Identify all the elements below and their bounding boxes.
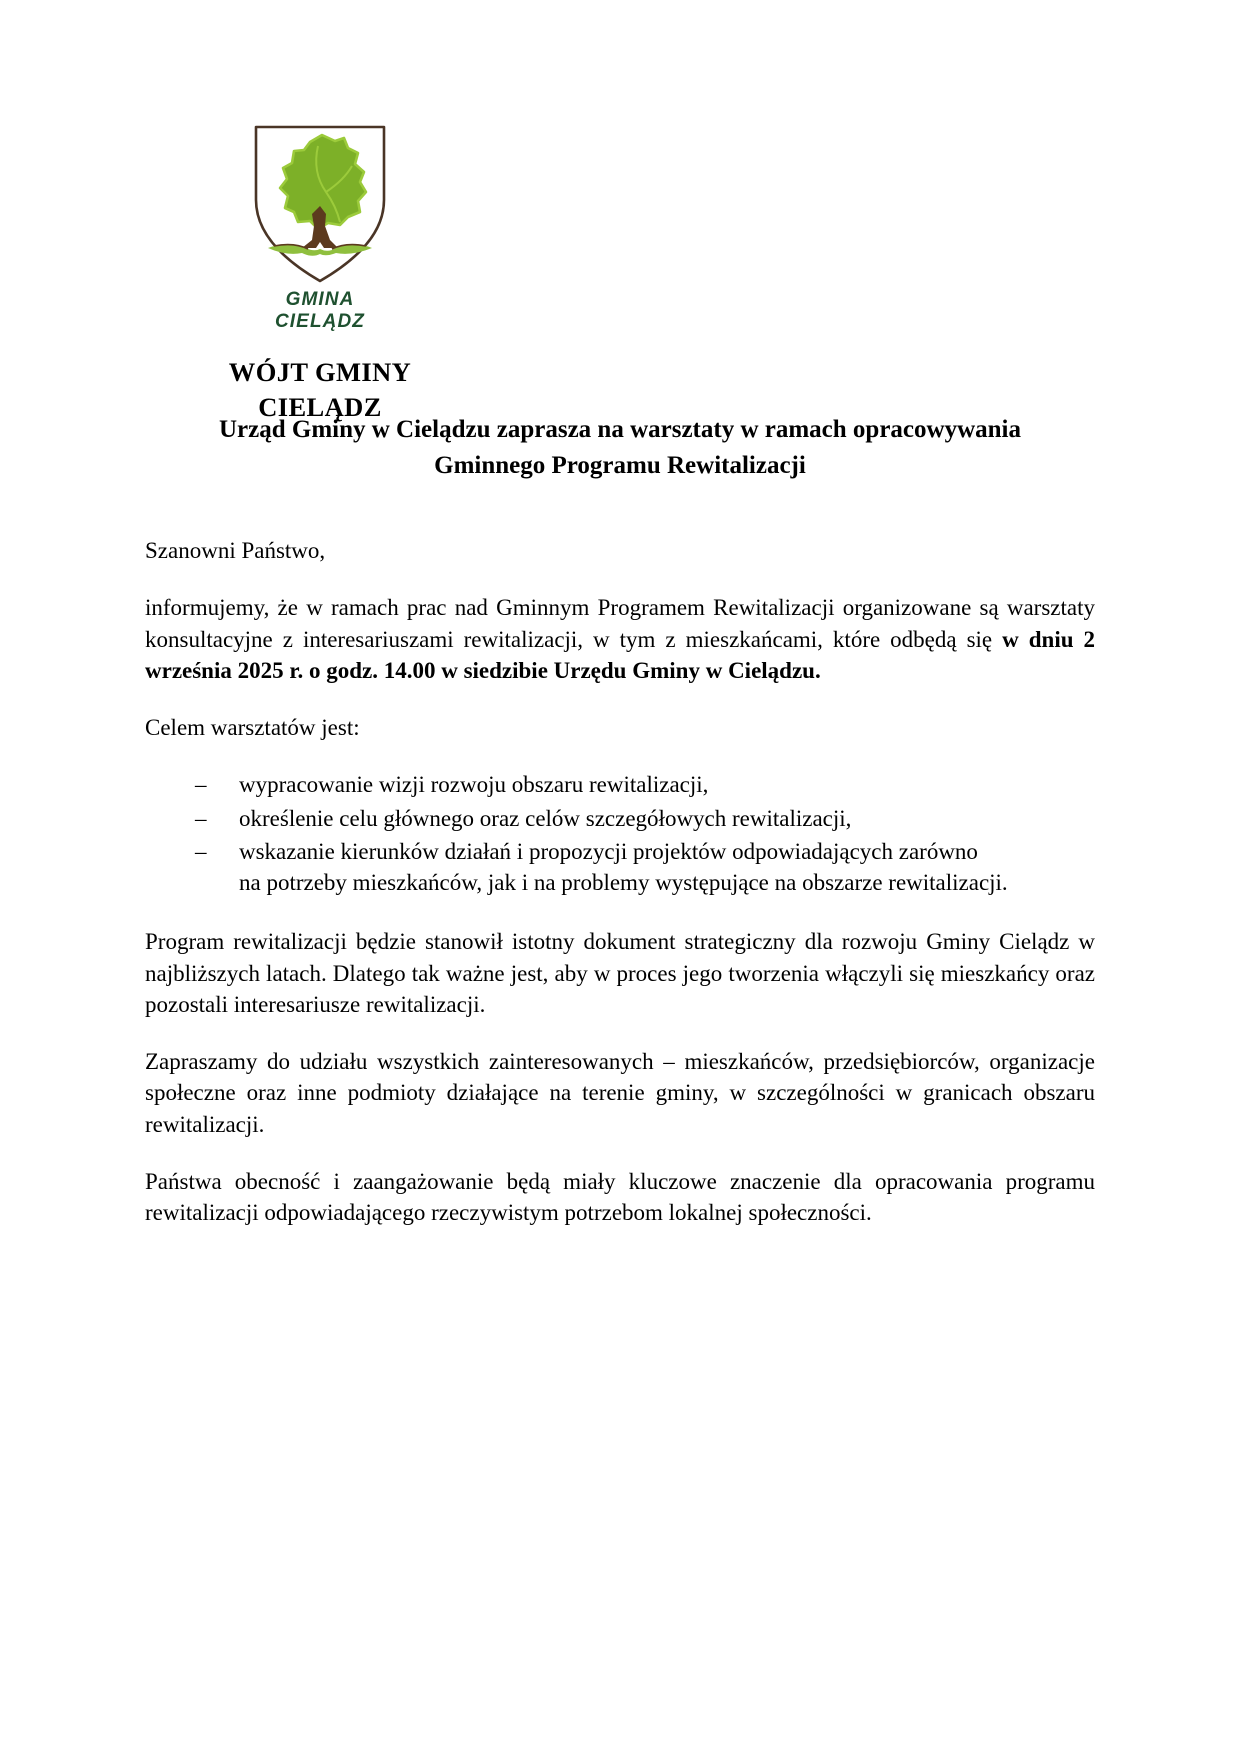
meeting-details: w dniu 2 września 2025 r. o godz. 14.00 w siedzibie Urzędu Gminy w Cielądzu.	[145, 626, 1096, 683]
list-item-text: określenie celu głównego oraz celów szczegółowych rewitalizacji,	[239, 805, 852, 831]
office-title-line1: WÓJT GMINY	[228, 357, 412, 387]
office-title-line2: CIELĄDZ	[258, 391, 382, 422]
goals-lead: Celem warsztatów jest:	[145, 715, 360, 741]
intro-text: informujemy, że w ramach prac nad Gminnym Programem Rewitalizacji organizowane są warsztaty konsultacyjne z interesariuszami rewitalizacji, w tym z mieszkańcami, które odbędą się	[145, 595, 1095, 652]
page-title-line1: Urząd Gminy w Cielądzu zaprasza na warsztaty w ramach opracowywania	[218, 416, 1021, 443]
page-title	[145, 412, 1095, 483]
crest-caption: GMINA CIELĄDZ	[274, 289, 366, 332]
dash-bullet-icon: –	[195, 805, 207, 831]
invitation-paragraph: Zapraszamy do udziału wszystkich zainteresowanych – mieszkańców, przedsiębiorców, organizacje społeczne oraz inne podmioty działające na terenie gminy, w szczególności w granicach obszaru rewitalizacji.	[145, 1049, 1095, 1137]
crest-block	[240, 122, 400, 333]
document-header	[0, 122, 640, 425]
page-title-line2: Gminnego Programu Rewitalizacji	[434, 451, 806, 479]
document-body	[145, 412, 1095, 1229]
list-item-text: wskazanie kierunków działań i propozycji projektów odpowiadających zarówno	[239, 838, 978, 864]
list-item-text: wypracowanie wizji rozwoju obszaru rewitalizacji,	[239, 772, 709, 798]
goals-list	[145, 769, 1095, 898]
program-paragraph: Program rewitalizacji będzie stanowił istotny dokument strategiczny dla rozwoju Gminy Cielądz w najbliższych latach. Dlatego tak ważne jest, aby w proces jego tworzenia włączyli się mieszkańcy oraz pozostali interesariusze rewitalizacji.	[145, 929, 1095, 1017]
list-item	[195, 769, 1095, 800]
dash-bullet-icon: –	[195, 772, 207, 798]
intro-paragraph	[145, 592, 1095, 686]
list-item-text-continued: na potrzeby mieszkańców, jak i na problemy występujące na obszarze rewitalizacji.	[239, 870, 1008, 896]
list-item	[195, 803, 1095, 834]
salutation: Szanowni Państwo,	[145, 538, 326, 563]
list-item	[195, 836, 1095, 899]
closing-paragraph: Państwa obecność i zaangażowanie będą miały kluczowe znaczenie dla opracowania programu rewitalizacji odpowiadającego rzeczywistym potrzebom lokalnej społeczności.	[145, 1168, 1095, 1226]
dash-bullet-icon: –	[195, 838, 207, 864]
coat-of-arms-icon	[240, 122, 400, 287]
